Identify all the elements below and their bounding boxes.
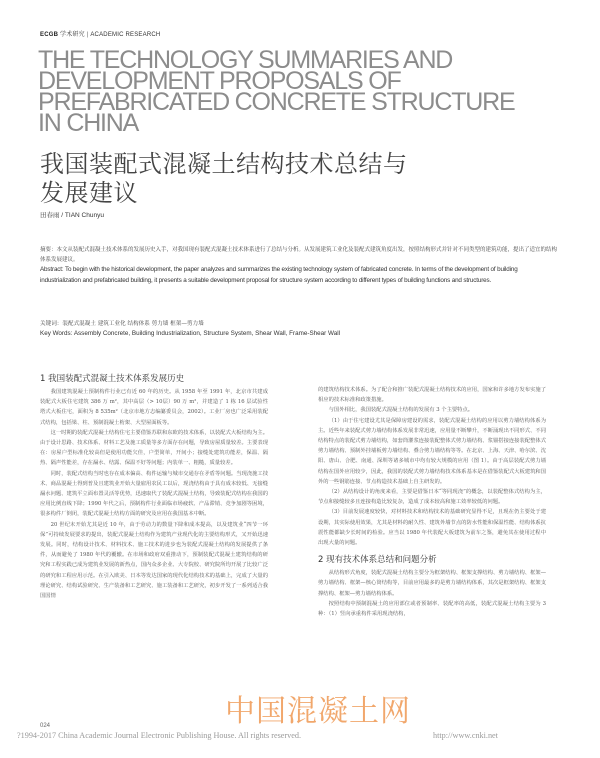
section-heading: 1 我国装配式混凝土技术体系发展历史 (40, 374, 185, 384)
abstract-block (40, 245, 560, 286)
section-heading: 2 现有技术体系总结和问题分析 (318, 555, 437, 566)
english-title-line: THE TECHNOLOGY SUMMARIES AND (38, 46, 453, 74)
body-paragraph: 从结构形式角度，装配式混凝土结构主要分为框架结构、框架支撑结构、剪力墙结构、框架—剪力墙结构、框架—核心筒结构等，目前应用最多的是剪力墙结构体系，其次是框架结构、框架支撑结构、框架—剪力墙结构体系。 (318, 570, 546, 597)
watermark-logo: 中国混凝土网 (225, 694, 411, 729)
body-paragraph: 同时，装配式结构当时也存在成本偏高、构件运输与城市交通存在矛盾等问题。当现浇施工技术、商品混凝土得到普及且建筑业开始大量雇用农民工以后，现浇结构由于具有成本较低、无接缝漏水问题、建筑平立面布置灵活等优势，迅速取代了装配式混凝土结构，导致装配式结构在我国的应用比例直线下降；1990 年代之后，预制构件行业面临市场疲软、产品滞销、竞争加剧等困境，很多构件厂倒闭，装配式混凝土结构方面的研究及应用在我国基本中断。 (40, 470, 268, 518)
body-paragraph: 20 世纪末开始尤其是近 10 年，由于劳动力的数量下降和成本提高，以及建筑业“四节一环保”可持续发展要求的提出，装配式混凝土结构作为建筑产业现代化的主要结构形式，又开始迅速发展。同时，结构设计技术、材料技术、施工技术的进步也为装配式混凝土结构的发展提供了条件，从而避免了 1980 年代的覆辙。在市场和政府双重推动下，预制装配式混凝土建筑结构的研究和工程实践已成为建筑业发展的新热点，国内众多企业、大专院校、研究院所均开展了比较广泛的研究和工程应用示范。在引入欧美、日本等发达国家的现代化结构技术的基础上，完成了大量的理论研究、结构试验研究、生产装备和工艺研究、施工装备和工艺研究，初步开发了一系列适合我国国情 (40, 521, 268, 600)
copyright-text: ?1994-2017 China Academic Journal Electronic Publishing House. All rights reserved. (17, 731, 302, 740)
english-title-line: IN CHINA (38, 109, 139, 137)
body-paragraph: （3）目前发展速度较快，对材料技术和结构技术的基础研究显得不足，且现在仍主要处于建设期，其实际使用效果，尤其是材料的耐久性、建筑外墙节点的防水性能和保温性能、结构体系抗震性能都缺少长时间的检验。应当以 1980 年代装配大板建筑为前车之鉴，避免其在使用过程中出现大量的问题。 (318, 509, 546, 547)
chinese-title-line: 发展建议 (40, 179, 138, 207)
copyright-footer (17, 731, 597, 740)
footer-url[interactable]: http://www.cnki.net (433, 731, 498, 740)
english-title-line: PREFABRICATED CONCRETE STRUCTURE (38, 88, 515, 116)
keywords-cn: 关键词：装配式混凝土 建筑工业化 结构体系 剪力墙 框架—剪力墙 (40, 321, 204, 327)
body-paragraph: （2）从结构设计的角度来看，主要是借鉴日本“等同现浇”的概念，以装配整体式结构为主，节点和接缝较多且连接构造比较复杂，造成了成本较高和施工效率较低的问题。 (318, 489, 546, 506)
chinese-title (40, 150, 560, 208)
body-paragraph: 按照结构中预制混凝土的应用部位或者预制率、装配率的高低，装配式混凝土结构主要为 3 种：（1）竖向承重构件采用现浇结构， (318, 600, 546, 618)
running-header (40, 29, 160, 38)
body-paragraph: 我国建筑混凝土预制构件行业已有近 60 年的历史。从 1958 年至 1991 年，北京市共建成装配式大板住宅建筑 386 万 m²，其中高层（> 10层）90 万 m²，并建造了 1 栋 16 层试验性塔式大板住宅，面积为 8 535m²（北京市地方志编纂委员会，2002）。工业厂房也广泛采用装配式结构，包括梁、柱、预制混凝土桁架、大型屋面板等。 (40, 389, 268, 426)
body-paragraph: 的建筑结构技术体系。为了配合和推广装配式混凝土结构技术的应用，国家和许多地方发布实施了相应的技术标准和政策措施。 (318, 387, 546, 404)
keywords-en: Key Words: Assembly Concrete, Building Industrialization, Structure System, Shear Wall, Frame-Shear Wall (40, 330, 341, 337)
author-byline: 田春雨 / TIAN Chunyu (40, 212, 104, 219)
abstract-en: Abstract: To begin with the historical development, the paper analyzes and summarizes the existing technology system of fabricated concrete. In terms of the development of building industrialization and prefabricated building, it presents a suitable development proposal for structure system according to different types of building functions and structures. (40, 266, 518, 284)
chinese-title-line: 我国装配式混凝土结构技术总结与 (40, 150, 408, 178)
abstract-cn: 摘要：本文从装配式混凝土技术体系的发展历史入手，对我国现有装配式混凝土技术体系进行了总结与分析。从发展建筑工业化及装配式建筑角度出发，按照结构形式并针对不同类型的建筑功能，提出了适宜的结构体系发展建议。 (40, 247, 558, 263)
body-paragraph: （1）由于住宅建设尤其是保障房建设的需求，装配式混凝土结构的应用以剪力墙结构体系为主。近些年来装配式剪力墙结构体系发展非常迅速，应用量不断攀升，不断涌现出不同形式、不同结构特点的装配式剪力墙结构，如套筒灌浆连接装配整体式剪力墙结构、浆锚搭接连接装配整体式剪力墙结构、预制外挂墙板剪力墙结构、叠合剪力墙结构等等。在北京、上海、天津、哈尔滨、沈阳、唐山、合肥、南通、深圳等诸多城市中均有较大规模的应用（图 1）。由于高层装配式剪力墙结构在国外应用较少，因此，我国的装配式剪力墙结构技术体系基本是在借鉴装配式大板建筑和国外的一些钢筋连接、节点构造技术基础上自主研发的。 (318, 417, 546, 485)
body-paragraph: 这一时期的装配式混凝土结构住宅主要借鉴苏联和东欧的技术体系，以装配式大板结构为主。由于设计思路、技术体系、材料工艺及施工质量等多方面存在问题，导致房屋质量较差。主要表现在：房屋户型标准化较高但是使用功能欠佳，户型简单，开间小；接缝处建筑功能差，保温、隔热、隔声性能差，存在漏水、结露、保温不好等问题；内装单一、粗糙，质量较差。 (40, 429, 268, 467)
body-column-right (318, 385, 546, 619)
header-separator: | (86, 32, 89, 38)
english-title-line: DEVELOPMENT PROPOSALS OF (38, 67, 401, 95)
section-label-en: ACADEMIC RESEARCH (90, 32, 161, 38)
section-label-cn: 学术研究 (60, 32, 85, 38)
english-title (38, 46, 558, 137)
keywords-block (40, 319, 560, 339)
journal-brand: ECGB (40, 32, 59, 38)
page-number: 024 (40, 723, 51, 729)
body-column-left (40, 372, 268, 601)
body-paragraph: 与国外相比，我国装配式混凝土结构的发展有 3 个主要特点。 (328, 407, 474, 414)
